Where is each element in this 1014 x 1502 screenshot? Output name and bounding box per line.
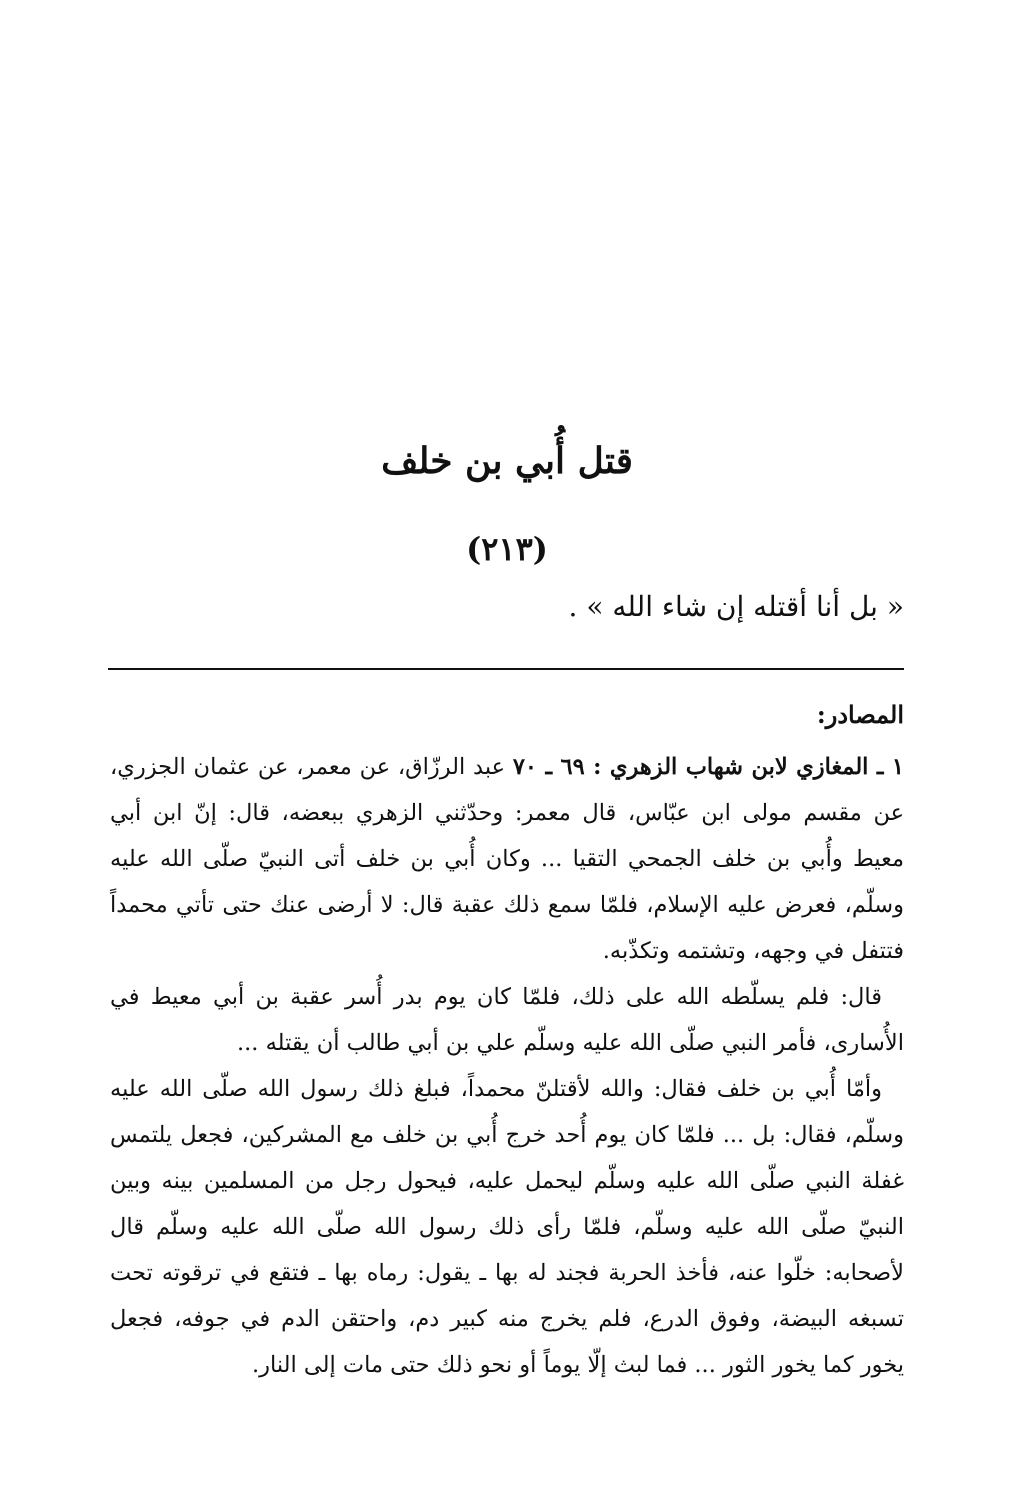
source-label: ١ ـ المغازي لابن شهاب الزهري : ٦٩ ـ ٧٠ <box>512 754 905 780</box>
paragraph: وأمّا أُبي بن خلف فقال: والله لأقتلنّ محمداً، فبلغ ذلك رسول الله صلّى الله عليه وسلّم، فقال: بل ... فلمّا كان يوم أُحد خرج أُبي بن خلف مع المشركين، فجعل يلتمس غفلة النبي صلّى الله عليه وسلّم ليحمل عليه، فيحول رجل من المسلمين بينه وبين النبيّ صلّى الله عليه وسلّم، فلمّا رأى ذلك رسول الله صلّى الله عليه وسلّم قال لأصحابه: خلّوا عنه، فأخذ الحربة فجند له بها ـ يقول: رماه بها ـ فتقع في ترقوته تحت تسبغه البيضة، وفوق الدرع، فلم يخرج منه كبير دم، واحتقن الدم في جوفه، فجعل يخور كما يخور الثور ... فما لبث إلّا يوماً أو نحو ذلك حتى مات إلى النار. <box>110 1076 904 1378</box>
hadith-number: (٢١٣) <box>466 530 548 568</box>
source-entry-1 <box>110 744 904 974</box>
divider-line <box>108 668 904 670</box>
source-text: عبد الرزّاق، عن معمر، عن عثمان الجزري، عن مقسم مولى ابن عبّاس، قال معمر: وحدّثني الزهري ببعضه، قال: إنّ ابن أبي معيط وأُبي بن خلف الجمحي التقيا ... وكان أُبي بن خلف أتى النبيّ صلّى الله عليه وسلّم، فعرض عليه الإسلام، فلمّا سمع ذلك عقبة قال: لا أرضى عنك حتى تأتي محمداً فتتفل في وجهه، وتشتمه وتكذّبه. <box>110 754 905 964</box>
chapter-title: قتل أُبي بن خلف <box>381 440 633 482</box>
paragraph: قال: فلم يسلّطه الله على ذلك، فلمّا كان يوم بدر أُسر عقبة بن أبي معيط في الأُسارى، فأمر النبي صلّى الله عليه وسلّم علي بن أبي طالب أن يقتله ... <box>110 984 904 1056</box>
sources-body <box>110 744 904 1388</box>
hadith-quote: « بل أنا أقتله إن شاء الله » . <box>568 590 904 623</box>
sources-heading: المصادر: <box>816 700 904 729</box>
